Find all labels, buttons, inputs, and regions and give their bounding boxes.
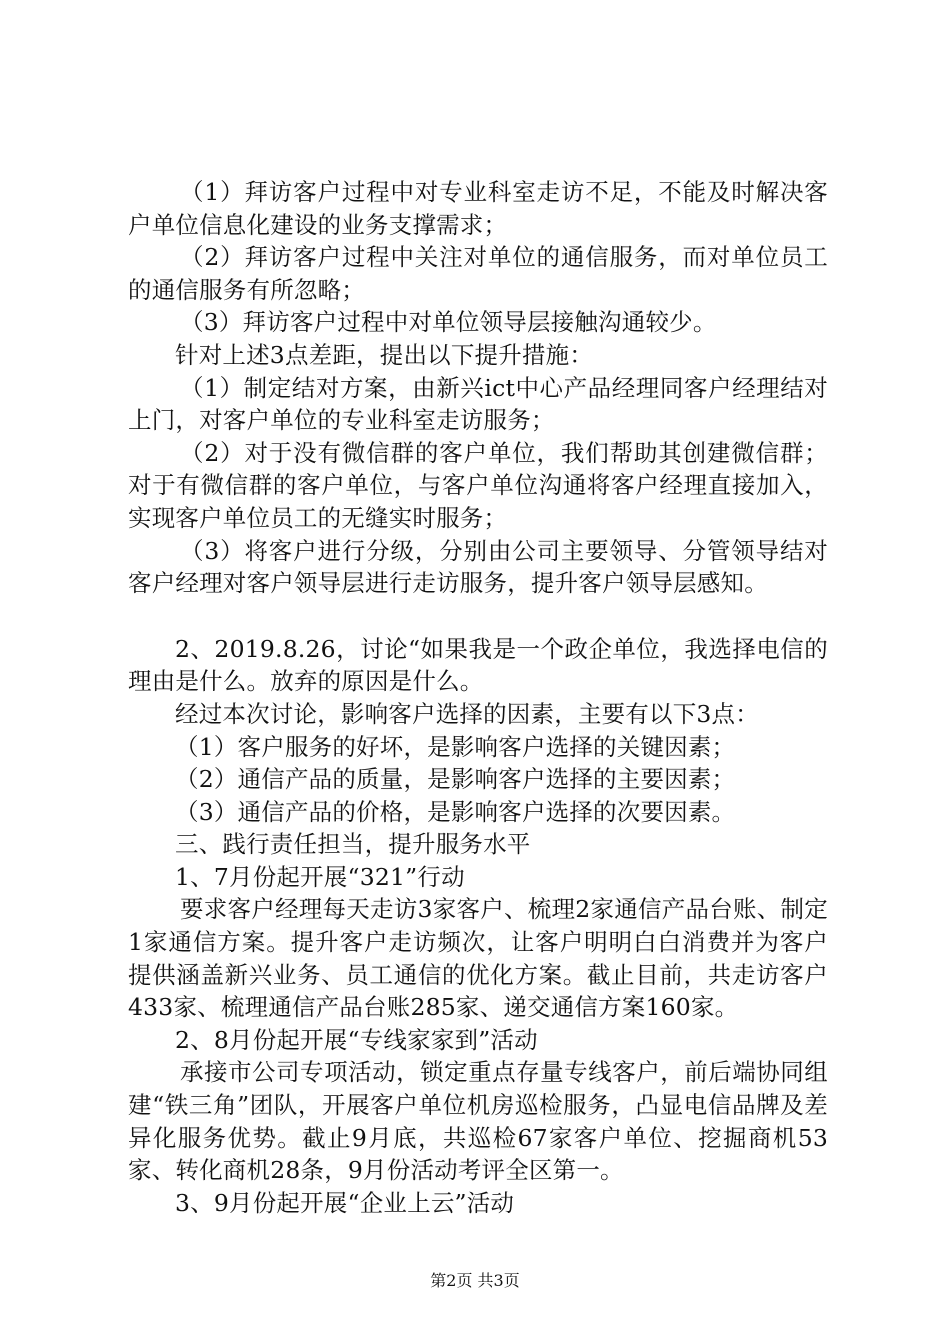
paragraph-factor-3: （3）通信产品的价格，是影响客户选择的次要因素。 bbox=[175, 797, 736, 826]
paragraph-dedicated-line-details: 承接市公司专项活动，锁定重点存量专线客户，前后端协同组建“铁三角”团队，开展客户单位机房巡检服务，凸显电信品牌及差异化服务优势。截止9月底，共巡检67家客户单位、挖掘商机53家、转化商机28条，9月份活动考评全区第一。 bbox=[128, 1058, 828, 1185]
paragraph-discussion-topic: 2、2019.8.26，讨论“如果我是一个政企单位，我选择电信的理由是什么。放弃的原因是什么。 bbox=[128, 634, 828, 696]
paragraph-measure-2: （2）对于没有微信群的客户单位，我们帮助其创建微信群；对于有微信群的客户单位，与客户单位沟通将客户经理直接加入，实现客户单位员工的无缝实时服务； bbox=[128, 438, 828, 532]
document-body bbox=[128, 176, 828, 1219]
paragraph-gap-3: （3）拜访客户过程中对单位领导层接触沟通较少。 bbox=[180, 308, 717, 337]
paragraph-gap-1: （1）拜访客户过程中对专业科室走访不足，不能及时解决客户单位信息化建设的业务支撑需求； bbox=[128, 178, 828, 239]
subheading-321-action: 1、7月份起开展“321”行动 bbox=[175, 862, 465, 891]
page-number-footer: 第2页 共3页 bbox=[430, 1271, 520, 1290]
paragraph-measure-3: （3）将客户进行分级，分别由公司主要领导、分管领导结对客户经理对客户领导层进行走访服务，提升客户领导层感知。 bbox=[128, 536, 828, 598]
paragraph-factor-1: （1）客户服务的好坏，是影响客户选择的关键因素； bbox=[175, 732, 736, 761]
paragraph-measure-1: （1）制定结对方案，由新兴ict中心产品经理同客户经理结对上门，对客户单位的专业科室走访服务； bbox=[128, 373, 828, 435]
paragraph-discussion-result: 经过本次讨论，影响客户选择的因素，主要有以下3点： bbox=[175, 699, 759, 728]
paragraph-321-details: 要求客户经理每天走访3家客户、梳理2家通信产品台账、制定1家通信方案。提升客户走访频次，让客户明明白白消费并为客户提供涵盖新兴业务、员工通信的优化方案。截止目前，共走访客户433家、梳理通信产品台账285家、递交通信方案160家。 bbox=[128, 895, 828, 1022]
subheading-enterprise-cloud: 3、9月份起开展“企业上云”活动 bbox=[175, 1188, 515, 1217]
subheading-dedicated-line: 2、8月份起开展“专线家家到”活动 bbox=[175, 1025, 538, 1054]
paragraph-factor-2: （2）通信产品的质量，是影响客户选择的主要因素； bbox=[175, 765, 736, 794]
paragraph-measures-intro: 针对上述3点差距，提出以下提升措施： bbox=[175, 340, 594, 369]
section-heading-3: 三、践行责任担当，提升服务水平 bbox=[175, 830, 531, 859]
paragraph-gap-2: （2）拜访客户过程中关注对单位的通信服务，而对单位员工的通信服务有所忽略； bbox=[128, 243, 828, 304]
